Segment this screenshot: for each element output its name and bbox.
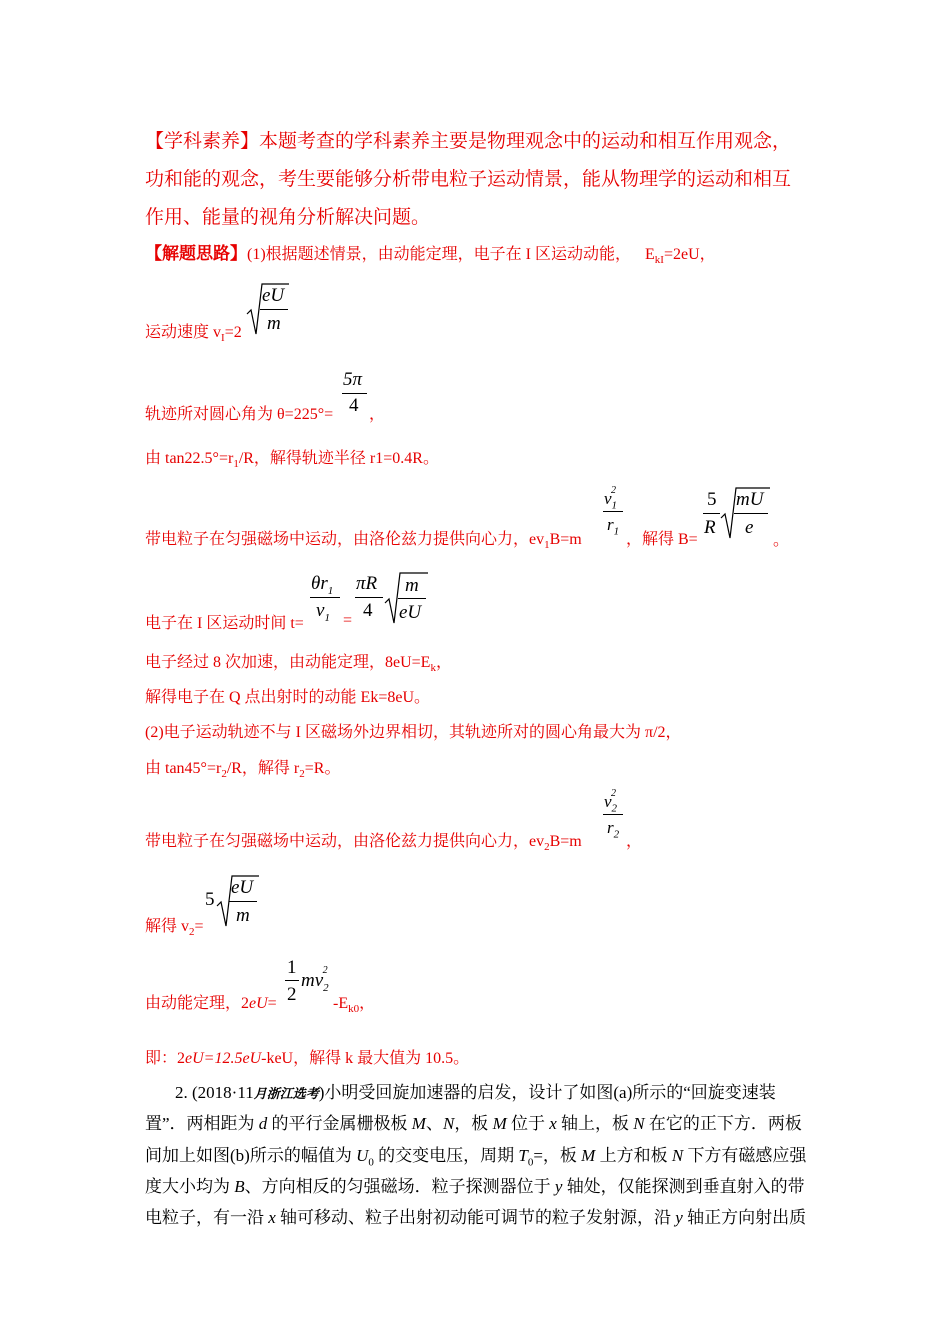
angle-line: 轨迹所对圆心角为 θ=225°= xyxy=(145,406,334,423)
problem2-line-3: 间加上如图(b)所示的幅值为 $U_0$ 的交变电压，周期 $T_0=$，板 M 上方和板 N 下方有磁感应强 xyxy=(145,1146,807,1169)
literacy-line-2: 功和能的观念，考生要能够分析带电粒子运动情景，能从物理学的运动和相互 xyxy=(145,169,792,190)
speed-line: 运动速度 $v_I=2$ xyxy=(145,324,242,345)
problem2-line-5: 电粒子，有一沿 x 轴可移动、粒子出射初动能可调节的粒子发射源，沿 y 轴正方向射出质 xyxy=(145,1208,807,1227)
problem2-line-4: 度大小均为 B、方向相反的匀强磁场．粒子探测器位于 y 轴处，仅能探测到垂直射入的带 xyxy=(145,1177,805,1196)
field-tail: ，解得 B= xyxy=(626,531,698,548)
accel-line: 电子经过 8 次加速，由动能定理，$8eU=E_k$， xyxy=(145,654,452,675)
literacy-line-3: 作用、能量的视角分析解决问题。 xyxy=(145,207,431,228)
energy-line: 由动能定理，2eU= xyxy=(145,995,277,1012)
tan-line: 由 $\tan 22.5^\circ=r_1/R$，解得轨迹半径 r1=0.4R。 xyxy=(145,450,439,471)
approach-text: (1)根据题述情景，由动能定理，电子在 I 区运动动能， xyxy=(247,246,631,263)
field2-line: 带电粒子在匀强磁场中运动，由洛伦兹力提供向心力，$ev_2B=m$ xyxy=(145,833,582,854)
exit-line: 解得电子在 Q 点出射时的动能 Ek=8eU。 xyxy=(145,689,431,706)
problem2-line-2: 置”．两相距为 d 的平行金属栅极板 M、N，板 M 位于 x 轴上，板 N 在它的正下方．两板 xyxy=(145,1114,802,1133)
field-line: 带电粒子在匀强磁场中运动，由洛伦兹力提供向心力，$ev_1B=m$ xyxy=(145,531,582,552)
tan45-line: 由 $\tan 45^\circ=r_2/R$，解得 $r_2=R$。 xyxy=(145,760,341,781)
final-line: 即：2eU=12.5eU-keU，解得 k 最大值为 10.5。 xyxy=(145,1050,470,1067)
approach-line: 【解题思路】(1)根据题述情景，由动能定理，电子在 I 区运动动能， $E_{kI}=2eU$， xyxy=(145,244,716,267)
literacy-line-1: 【学科素养】本题考查的学科素养主要是物理观念中的运动和相互作用观念， xyxy=(145,131,792,152)
problem2-line-1: 2. (2018·11月浙江选考)小明受回旋加速器的启发，设计了如图(a)所示的“回旋变速装 xyxy=(175,1083,776,1102)
part2-line: (2)电子运动轨迹不与 I 区磁场外边界相切，其轨迹所对的圆心角最大为 π/2， xyxy=(145,724,682,741)
time-line: 电子在 I 区运动时间 t= xyxy=(145,615,304,632)
approach-label: 【解题思路】 xyxy=(145,244,247,263)
v2-line: 解得 $v_2=$ xyxy=(145,918,204,939)
